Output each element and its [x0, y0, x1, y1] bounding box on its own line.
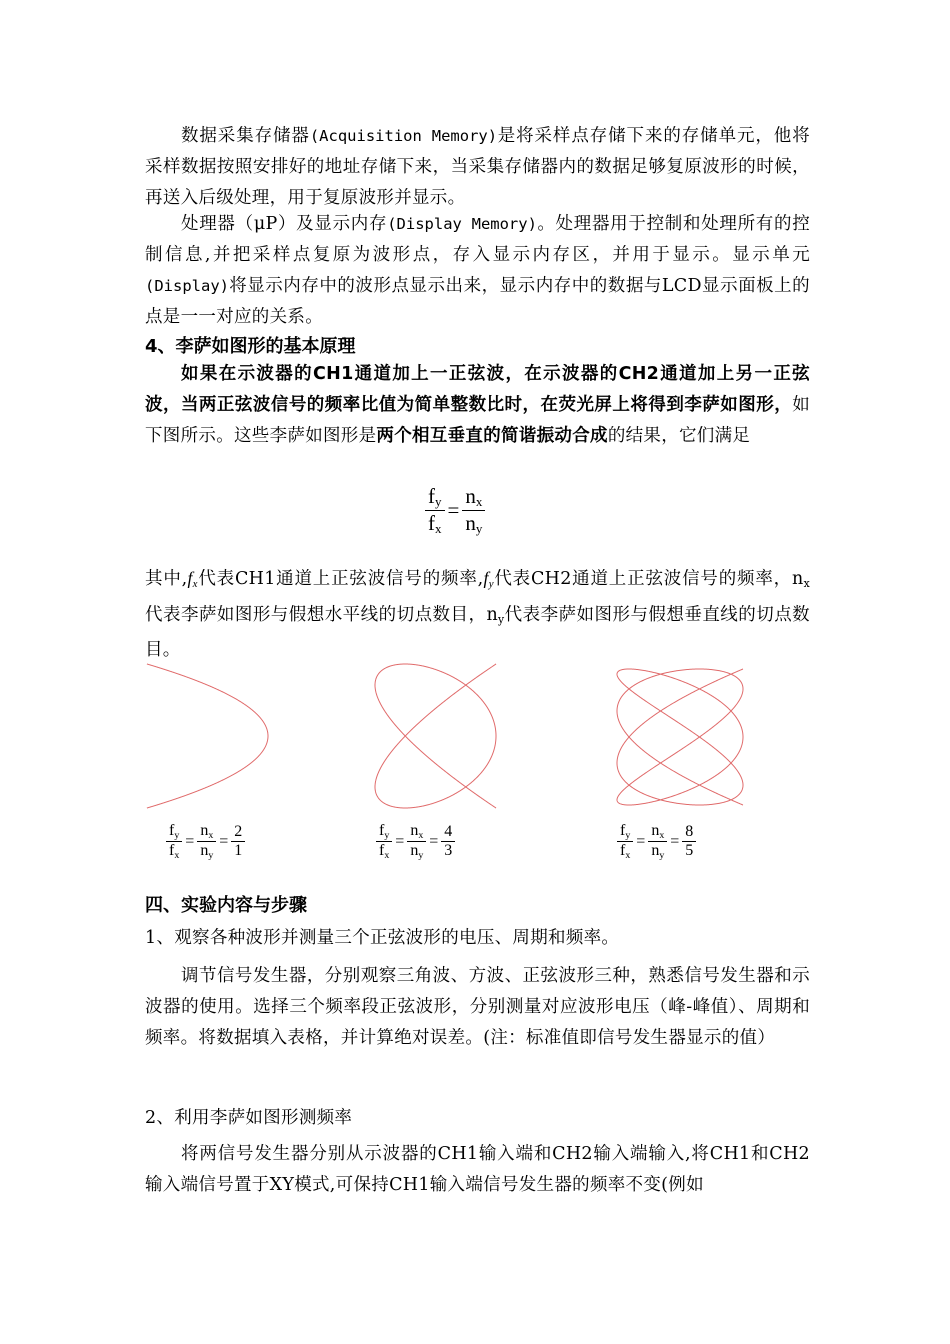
- lissajous-figure-1: [145, 662, 270, 810]
- term-display: (Display): [145, 277, 229, 295]
- section-heading-lissajous: 4、李萨如图形的基本原理: [145, 336, 356, 357]
- paragraph-step-2: 将两信号发生器分别从示波器的CH1输入端和CH2输入端输入,将CH1和CH2输入端信号置于XY模式,可保持CH1输入端信号发生器的频率不变(例如: [145, 1144, 810, 1195]
- ratio-formula-2: $\frac{f_y}{f_x}$ = $\frac{n_x}{n_y}$ = $\frac{4}{3}$: [376, 822, 455, 861]
- text: 将显示内存中的波形点显示出来，显示内存中的数据与LCD显示面板上的点是一一对应的关系。: [145, 276, 810, 327]
- text: 的结果，它们满足: [607, 426, 751, 446]
- lissajous-figure-3: [615, 667, 745, 807]
- fraction-nx-ny: $\frac{n_x}{n_y}$: [462, 484, 485, 537]
- term-acquisition-memory: (Acquisition Memory): [309, 127, 498, 145]
- text: 处理器（μP）及显示内存: [181, 214, 388, 234]
- paragraph-acquisition-memory: [145, 121, 810, 214]
- ratio-formula-3: $\frac{f_y}{f_x}$ = $\frac{n_x}{n_y}$ = $\frac{8}{5}$: [617, 822, 696, 861]
- ratio-value: $\frac{8}{5}$: [682, 823, 696, 860]
- step-1-title: 1、观察各种波形并测量三个正弦波形的电压、周期和频率。: [145, 928, 620, 948]
- text: 数据采集存储器: [181, 126, 310, 146]
- step-2-title: 2、利用李萨如图形测频率: [145, 1108, 353, 1128]
- fraction-fy-fx: $\frac{f_y}{f_x}$: [425, 484, 445, 537]
- term-display-memory: (Display Memory): [387, 215, 537, 233]
- bold-text: 如果在示波器的CH1通道加上一正弦波，在示波器的CH2通道加上另一正弦波，当两正弦波信号的频率比值为简单整数比时，在荧光屏上将得到李萨如图形，: [145, 364, 810, 415]
- main-formula: [425, 484, 485, 537]
- paragraph-lissajous-principle: [145, 359, 810, 452]
- ratio-value: $\frac{4}{3}$: [441, 823, 455, 860]
- text: 。处理器用于控制和处理所有的控制信息,并把采样点复原为波形点，存入显示内存区，并用于显示。显示单元: [145, 214, 811, 265]
- ratio-formula-1: $\frac{f_y}{f_x}$ = $\frac{n_x}{n_y}$ = $\frac{2}{1}$: [166, 822, 245, 861]
- text: 如下图所示。这些李萨如图形是: [145, 395, 810, 446]
- equals-sign: =: [447, 498, 460, 522]
- paragraph-processor: [145, 209, 810, 333]
- paragraph-variable-definitions: 其中$,f_x$代表CH1通道上正弦波信号的频率$,f_y$代表CH2通道上正弦波信号的频率，$n_x$代表李萨如图形与假想水平线的切点数目，$n_y$代表李萨如图形与假想垂直线的切点数目。: [145, 568, 810, 660]
- paragraph-step-1: 调节信号发生器，分别观察三角波、方波、正弦波形三种，熟悉信号发生器和示波器的使用。选择三个频率段正弦波形，分别测量对应波形电压（峰-峰值）、周期和频率。将数据填入表格，并计算绝对误差。(注：标准值即信号发生器显示的值）: [145, 966, 810, 1048]
- section-heading-experiment: 四、实验内容与步骤: [145, 895, 307, 916]
- lissajous-figure-2: [373, 662, 498, 810]
- ratio-value: $\frac{2}{1}$: [231, 823, 245, 860]
- text: 是将采样点存储下来的存储单元，他将采样数据按照安排好的地址存储下来，当采集存储器内的数据足够复原波形的时候，再送入后级处理，用于复原波形并显示。: [145, 126, 810, 208]
- bold-text: 两个相互垂直的简谐振动合成: [376, 426, 608, 446]
